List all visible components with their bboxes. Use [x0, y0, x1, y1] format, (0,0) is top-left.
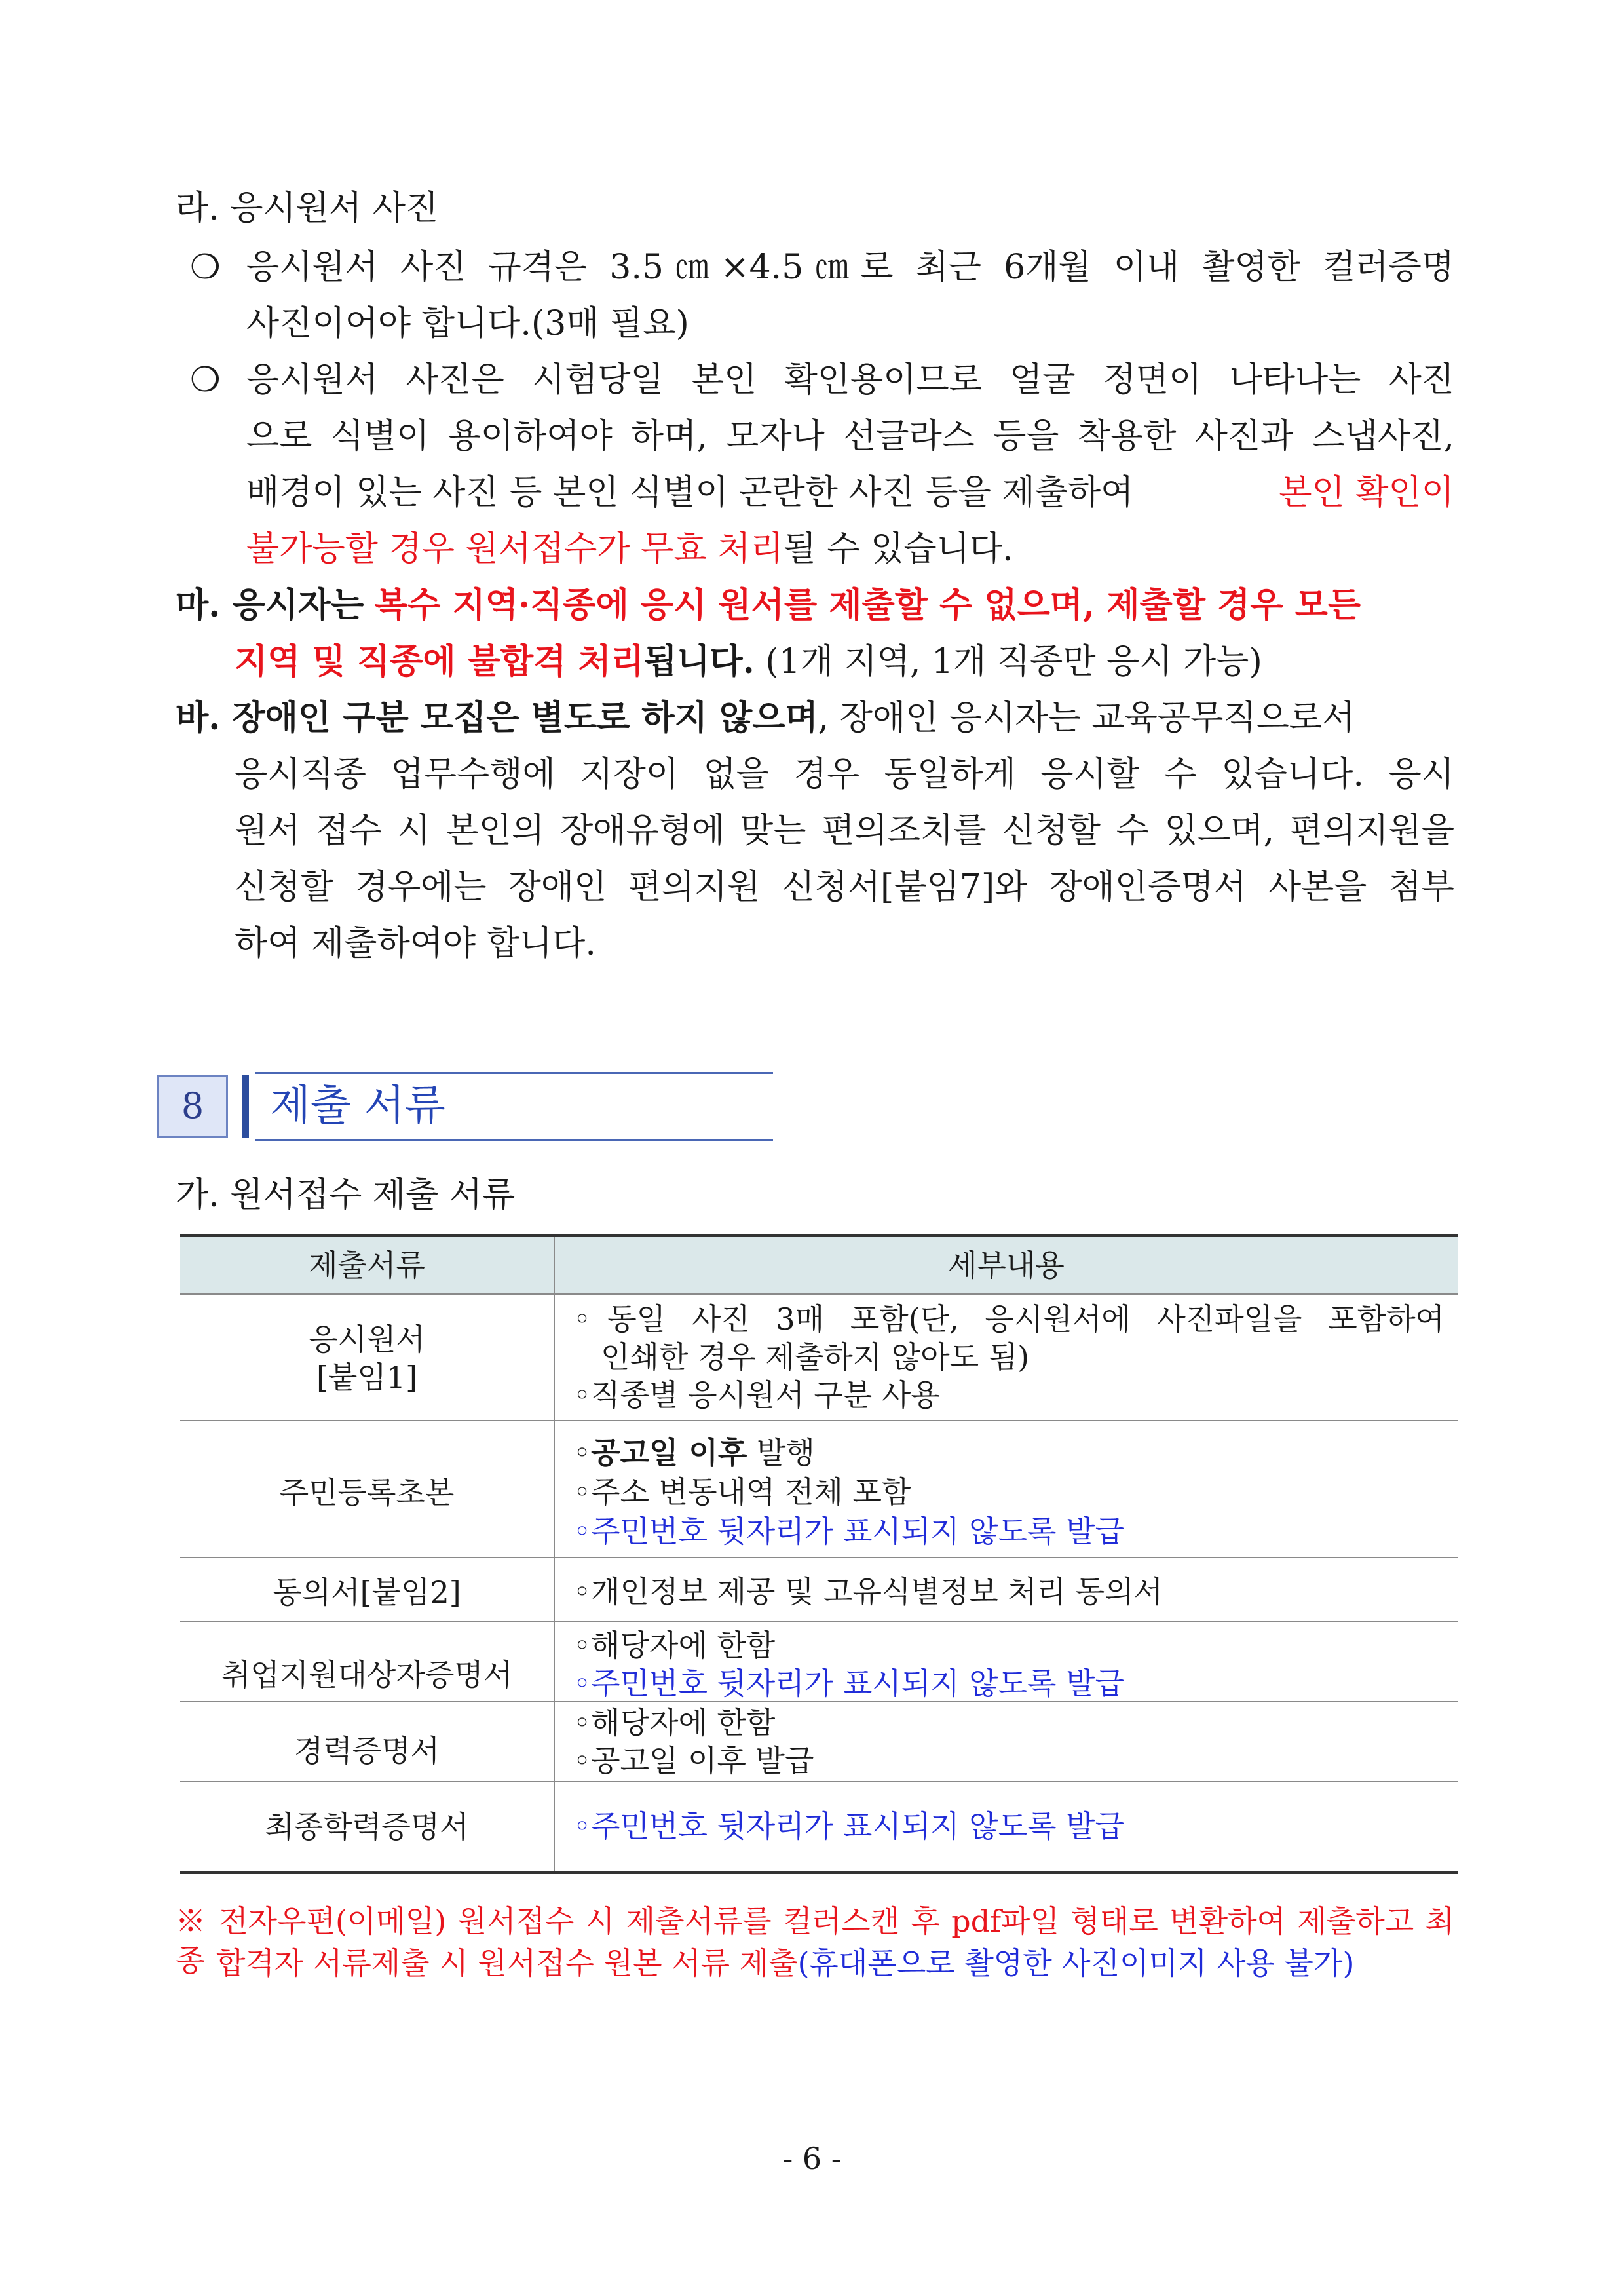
row1-detail-1: ◦동일 사진 3매 포함(단, 응시원서에 사진파일을 포함하여	[573, 1301, 1445, 1337]
row2-doc: 주민등록초본	[279, 1475, 455, 1510]
ba-line4: 신청할 경우에는 장애인 편의지원 신청서[붙임7]와 장애인증명서 사본을 첨부	[235, 868, 1454, 907]
row1-doc-line2: [붙임1]	[316, 1360, 418, 1395]
ba-line1-normal: , 장애인 응시자는 교육공무직으로서	[818, 698, 1355, 738]
documents-table	[180, 1234, 1458, 1877]
row5-detail-1: ◦해당자에 한함	[573, 1705, 776, 1740]
page-number: - 6 -	[782, 2141, 842, 2176]
row4-doc: 취업지원대상자증명서	[221, 1657, 513, 1693]
row2-detail-1-bold: 공고일 이후	[591, 1435, 747, 1470]
row-divider	[180, 1621, 1458, 1622]
ra-p2-line4	[246, 529, 1013, 569]
section-title: 제출 서류	[270, 1082, 445, 1130]
row4-detail-2: ◦주민번호 뒷자리가 표시되지 않도록 발급	[573, 1666, 1125, 1701]
ra-p2-line2: 으로 식별이 용이하여야 하며, 모자나 선글라스 등을 착용한 사진과 스냅사진,	[246, 417, 1454, 456]
row3-detail-1: ◦개인정보 제공 및 고유식별정보 처리 동의서	[573, 1574, 1163, 1609]
ma-line2-red: 지역 및 직종에 불합격 처리	[235, 641, 644, 681]
row5-detail-2: ◦공고일 이후 발급	[573, 1743, 814, 1778]
section-rule-top	[255, 1072, 773, 1074]
note-line2	[216, 1943, 1354, 1983]
note-line2-red: 합격자 서류제출 시 원서접수 원본 서류 제출	[216, 1945, 798, 1981]
ra-p1-line1: 응시원서 사진 규격은 3.5㎝×4.5㎝로 최근 6개월 이내 촬영한 컬러증명	[246, 248, 1454, 287]
heading-ra: 라. 응시원서 사진	[176, 189, 439, 228]
ba-line1-bold: 바. 장애인 구분 모집은 별도로 하지 않으며	[176, 698, 818, 738]
row2-detail-1	[573, 1434, 1445, 1472]
ba-line1	[176, 698, 1355, 738]
row2-detail-2: ◦주소 변동내역 전체 포함	[573, 1474, 911, 1510]
row1-detail-3: ◦직종별 응시원서 구분 사용	[573, 1377, 940, 1413]
ra-p2-line1: 응시원서 사진은 시험당일 본인 확인용이므로 얼굴 정면이 나타나는 사진	[246, 360, 1454, 400]
section-accent-bar	[242, 1075, 249, 1138]
table-header-rule	[180, 1293, 1458, 1295]
row2-detail-3: ◦주민번호 뒷자리가 표시되지 않도록 발급	[573, 1514, 1125, 1549]
row2-detail-1-normal: 발행	[747, 1435, 815, 1470]
ma-line2-normal: (1개 지역, 1개 직종만 응시 가능)	[765, 642, 1262, 681]
table-column-divider	[554, 1237, 555, 1873]
ba-line5: 하여 제출하여야 합니다.	[235, 924, 596, 963]
row2-detail-1-marker: ◦	[573, 1435, 592, 1470]
ba-line2: 응시직종 업무수행에 지장이 없을 경우 동일하게 응시할 수 있습니다. 응시	[235, 755, 1454, 794]
row-divider	[180, 1557, 1458, 1558]
sub-heading: 가. 원서접수 제출 서류	[176, 1176, 516, 1215]
section-rule-bottom	[255, 1139, 773, 1141]
section-number-badge: 8	[157, 1075, 228, 1138]
table-bottom-rule	[180, 1871, 1458, 1874]
row5-doc: 경력증명서	[293, 1733, 440, 1769]
ma-line2	[235, 642, 1262, 681]
ra-p2-line4-normal: 될 수 있습니다.	[783, 529, 1013, 569]
bullet-icon: ❍	[190, 360, 221, 400]
row-divider	[180, 1781, 1458, 1782]
row-divider	[180, 1701, 1458, 1702]
ra-p2-line3-red: 본인 확인이	[1279, 473, 1454, 512]
note-line2-blue: (휴대폰으로 촬영한 사진이미지 사용 불가)	[797, 1945, 1355, 1981]
table-header-doc: 제출서류	[309, 1248, 425, 1283]
row1-detail-2: 인쇄한 경우 제출하지 않아도 됨)	[601, 1339, 1030, 1375]
row6-detail-1: ◦주민번호 뒷자리가 표시되지 않도록 발급	[573, 1808, 1125, 1844]
ma-line1-red: 복수 지역·직종에 응시 원서를 제출할 수 없으며, 제출할 경우 모든	[374, 585, 1361, 625]
row6-doc: 최종학력증명서	[265, 1809, 469, 1845]
table-header-detail: 세부내용	[948, 1248, 1065, 1283]
ra-p2-line4-red: 불가능할 경우 원서접수가 무효 처리	[246, 529, 784, 569]
row3-doc: 동의서[붙임2]	[273, 1575, 461, 1610]
ba-line3: 원서 접수 시 본인의 장애유형에 맞는 편의조치를 신청할 수 있으며, 편의지원을	[235, 811, 1454, 851]
row-divider	[180, 1420, 1458, 1421]
ma-line1-bold: 마. 응시자는	[176, 585, 364, 625]
ra-p2-line3-normal: 배경이 있는 사진 등 본인 식별이 곤란한 사진 등을 제출하여	[246, 473, 1134, 512]
ra-p2-line3	[246, 473, 1454, 512]
ma-line1	[176, 586, 1454, 625]
row4-detail-1: ◦해당자에 한함	[573, 1628, 776, 1663]
note-line1: ※ 전자우편(이메일) 원서접수 시 제출서류를 컬러스캔 후 pdf파일 형태로 변환하여 제출하고 최종	[176, 1904, 1454, 1978]
row1-doc-line1: 응시원서	[309, 1322, 425, 1357]
bullet-icon: ❍	[190, 248, 221, 287]
ra-p1-line2: 사진이어야 합니다.(3매 필요)	[246, 304, 689, 343]
ma-line2-bold: 됩니다.	[643, 641, 755, 681]
